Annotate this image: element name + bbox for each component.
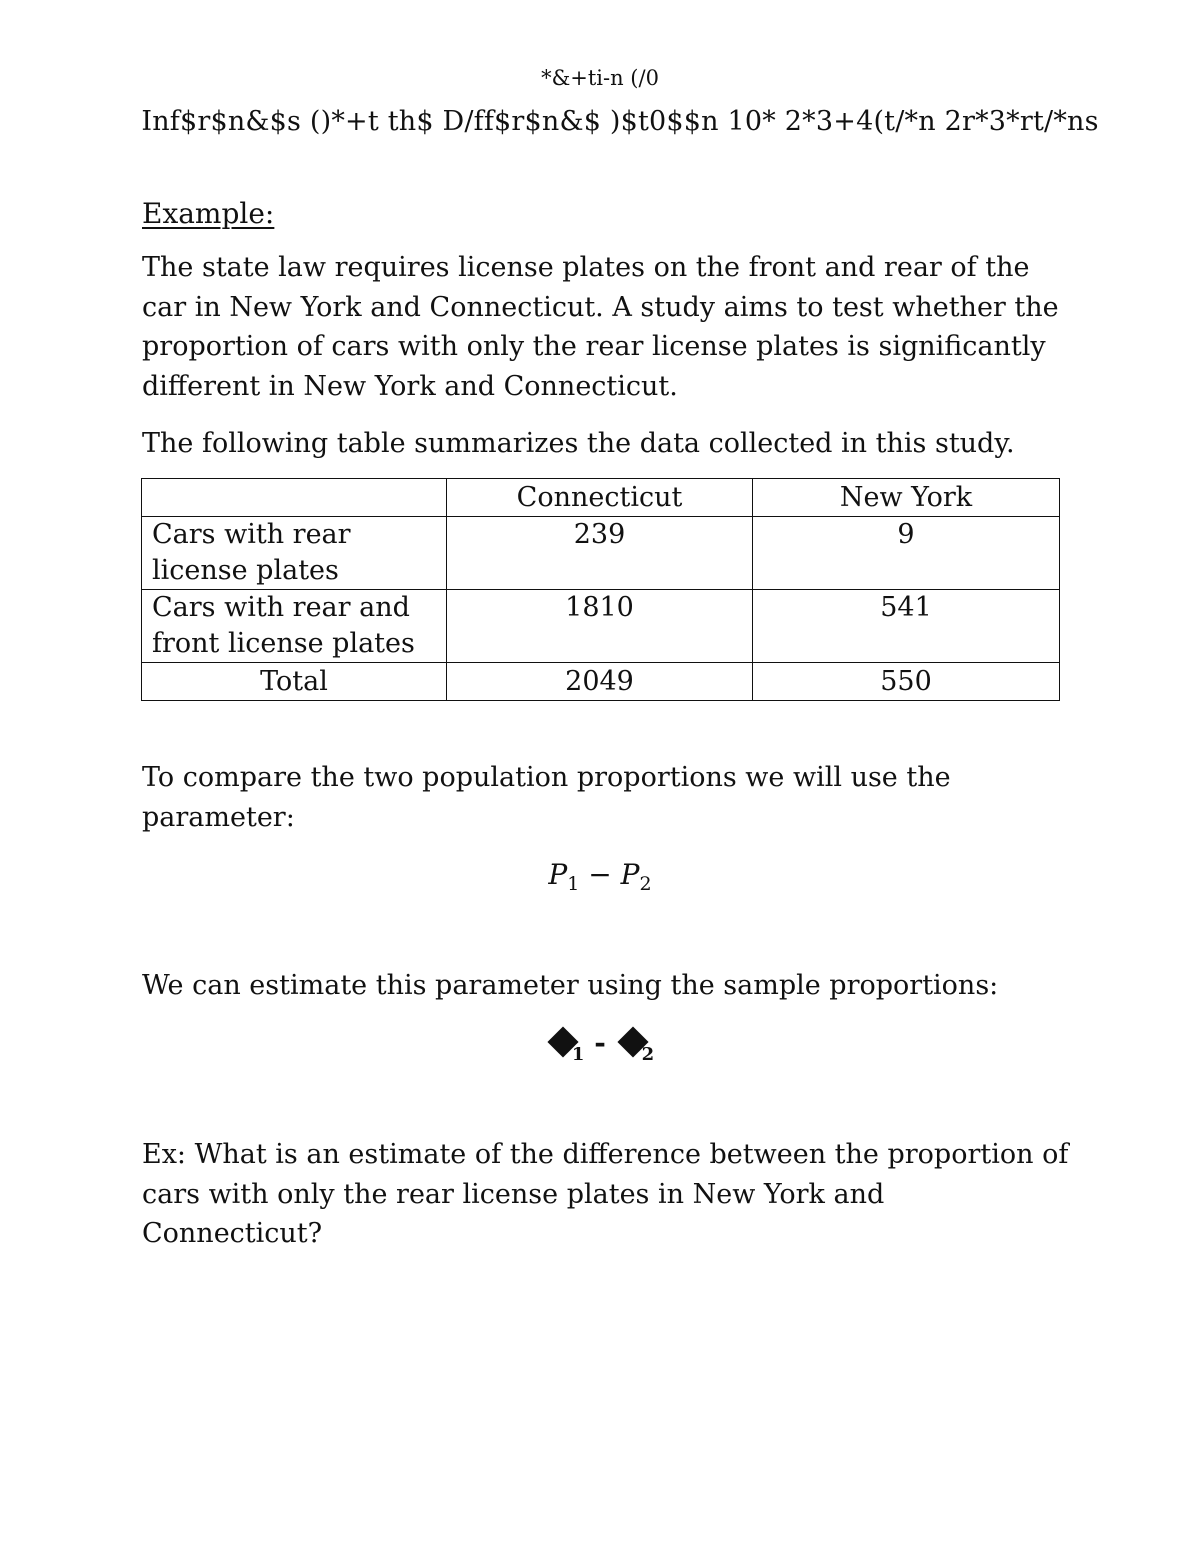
row-label-total: Total — [142, 663, 447, 701]
table-intro-text: The following table summarizes the data collected in this study. — [142, 428, 1015, 459]
p-hat-2-subscript: 2 — [641, 1044, 655, 1065]
study-description: The state law requires license plates on the front and rear of the car in New York and Connecticut. A study aims to test whether the proportion of cars with only the rear license plates is significantly different in New York and Connecticut. — [142, 252, 1059, 402]
row-label-rear-only: Cars with rear license plates — [142, 517, 447, 590]
cell-new-york-total: 550 — [753, 663, 1060, 701]
sample-minus-sign: - — [594, 1026, 606, 1059]
cell-connecticut-rear-and-front: 1810 — [447, 590, 753, 663]
parameter-text: To compare the two population proportions we will use the parameter: — [142, 762, 951, 833]
cell-connecticut-total: 2049 — [447, 663, 753, 701]
table-row — [142, 590, 1060, 663]
cell-new-york-rear-only: 9 — [753, 517, 1060, 590]
cell-connecticut-rear-only: 239 — [447, 517, 753, 590]
p1-variable: P — [548, 858, 568, 891]
table-header-new-york: New York — [753, 479, 1060, 517]
table-header-connecticut: Connecticut — [447, 479, 753, 517]
minus-sign: − — [588, 858, 612, 891]
p-hat-1-subscript: 1 — [571, 1044, 585, 1065]
table-header-row — [142, 479, 1060, 517]
estimate-text: We can estimate this parameter using the sample proportions: — [142, 970, 999, 1001]
question-text: Ex: What is an estimate of the difference between the proportion of cars with only the rear license plates in New York and Connecticut? — [142, 1139, 1069, 1249]
table-header-empty — [142, 479, 447, 517]
page-title: Inf$r$n&$s ()*+t th$ D/ff$r$n&$ )$t0$$n 10* 2*3+4(t/*n 2r*3*rt/*ns — [141, 106, 1099, 137]
sample-proportion-formula — [0, 1025, 1200, 1073]
license-plate-table — [141, 478, 1060, 701]
row-label-rear-and-front: Cars with rear and front license plates — [142, 590, 447, 663]
p1-subscript: 1 — [567, 873, 580, 895]
parameter-formula — [0, 857, 1200, 902]
p2-subscript: 2 — [639, 873, 652, 895]
cell-new-york-rear-and-front: 541 — [753, 590, 1060, 663]
p2-variable: P — [620, 858, 640, 891]
section-label: *&+ti-n (/0 — [541, 66, 659, 90]
table-row — [142, 663, 1060, 701]
table-row — [142, 517, 1060, 590]
example-heading: Example: — [142, 197, 275, 230]
